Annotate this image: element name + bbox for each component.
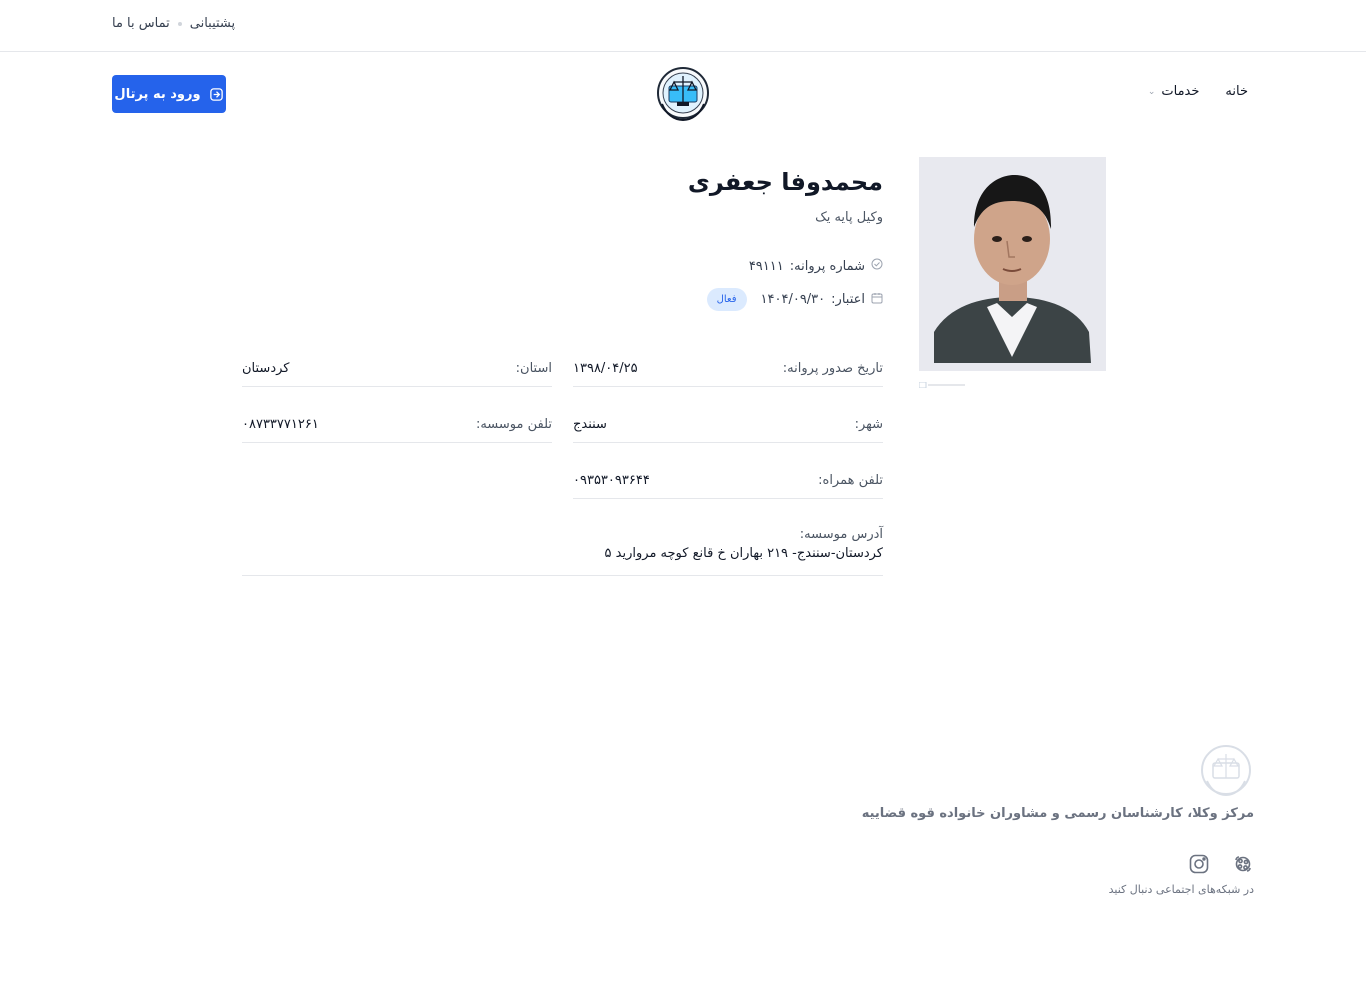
office-phone-field	[242, 407, 552, 443]
nav-services-label: خدمات	[1161, 84, 1200, 99]
chevron-down-icon: ⌄	[1147, 86, 1156, 97]
province-field	[242, 351, 552, 387]
office-phone-label: تلفن موسسه:	[475, 417, 552, 432]
validity-date: ۱۴۰۴/۰۹/۳۰	[760, 292, 826, 307]
address-field	[242, 527, 883, 576]
nav-services[interactable]	[1148, 84, 1200, 99]
social-links	[1188, 853, 1254, 875]
city-field	[573, 407, 883, 443]
validity-label: اعتبار:	[831, 292, 865, 307]
top-links	[112, 16, 235, 31]
lawyer-photo	[919, 157, 1106, 371]
license-row	[749, 258, 883, 274]
portal-login-button[interactable]	[112, 75, 226, 113]
judiciary-logo[interactable]	[654, 64, 712, 124]
check-circle-icon	[871, 258, 883, 274]
lawyer-name: محمدوفا جعفری	[687, 168, 883, 196]
contact-link[interactable]: تماس با ما	[112, 16, 170, 31]
issue-date-label: تاریخ صدور پروانه:	[782, 361, 883, 376]
aparat-icon[interactable]	[1232, 853, 1254, 875]
province-value: کردستان	[242, 361, 290, 376]
license-number: ۴۹۱۱۱	[748, 258, 784, 274]
office-phone-value[interactable]: ۰۸۷۳۳۷۷۱۲۶۱	[242, 417, 319, 432]
separator-dot	[178, 22, 182, 26]
support-link[interactable]: پشتیبانی	[189, 16, 236, 31]
mobile-field	[573, 463, 883, 499]
instagram-icon[interactable]	[1188, 853, 1210, 875]
city-value: سنندج	[573, 417, 607, 432]
calendar-icon	[871, 292, 883, 308]
province-label: استان:	[515, 361, 552, 376]
address-label: آدرس موسسه:	[799, 527, 883, 542]
portal-login-label: ورود به پرتال	[114, 86, 201, 102]
mobile-value[interactable]: ۰۹۳۵۳۰۹۳۶۴۴	[573, 473, 650, 488]
address-value: کردستان-سنندج- ۲۱۹ بهاران خ قانع کوچه مروارید ۵	[604, 546, 883, 561]
login-icon	[209, 87, 224, 102]
issue-date-value: ۱۳۹۸/۰۴/۲۵	[573, 361, 638, 376]
mobile-label: تلفن همراه:	[818, 473, 883, 488]
top-bar	[0, 0, 1366, 52]
photo-caption-icon	[919, 373, 965, 379]
footer-title: مرکز وکلا، کارشناسان رسمی و مشاوران خانواده قوه قضاییه	[861, 806, 1254, 821]
license-label: شماره پروانه:	[789, 258, 865, 274]
nav-home[interactable]: خانه	[1225, 84, 1248, 99]
lawyer-title: وکیل پایه یک	[815, 210, 883, 225]
issue-date-field	[573, 351, 883, 387]
footer-logo	[1199, 743, 1253, 799]
status-badge: فعال	[707, 288, 747, 311]
validity-row	[707, 288, 883, 311]
main-nav	[1148, 84, 1248, 99]
footer-follow-text: در شبکه‌های اجتماعی دنبال کنید	[1108, 883, 1254, 896]
city-label: شهر:	[854, 417, 883, 432]
